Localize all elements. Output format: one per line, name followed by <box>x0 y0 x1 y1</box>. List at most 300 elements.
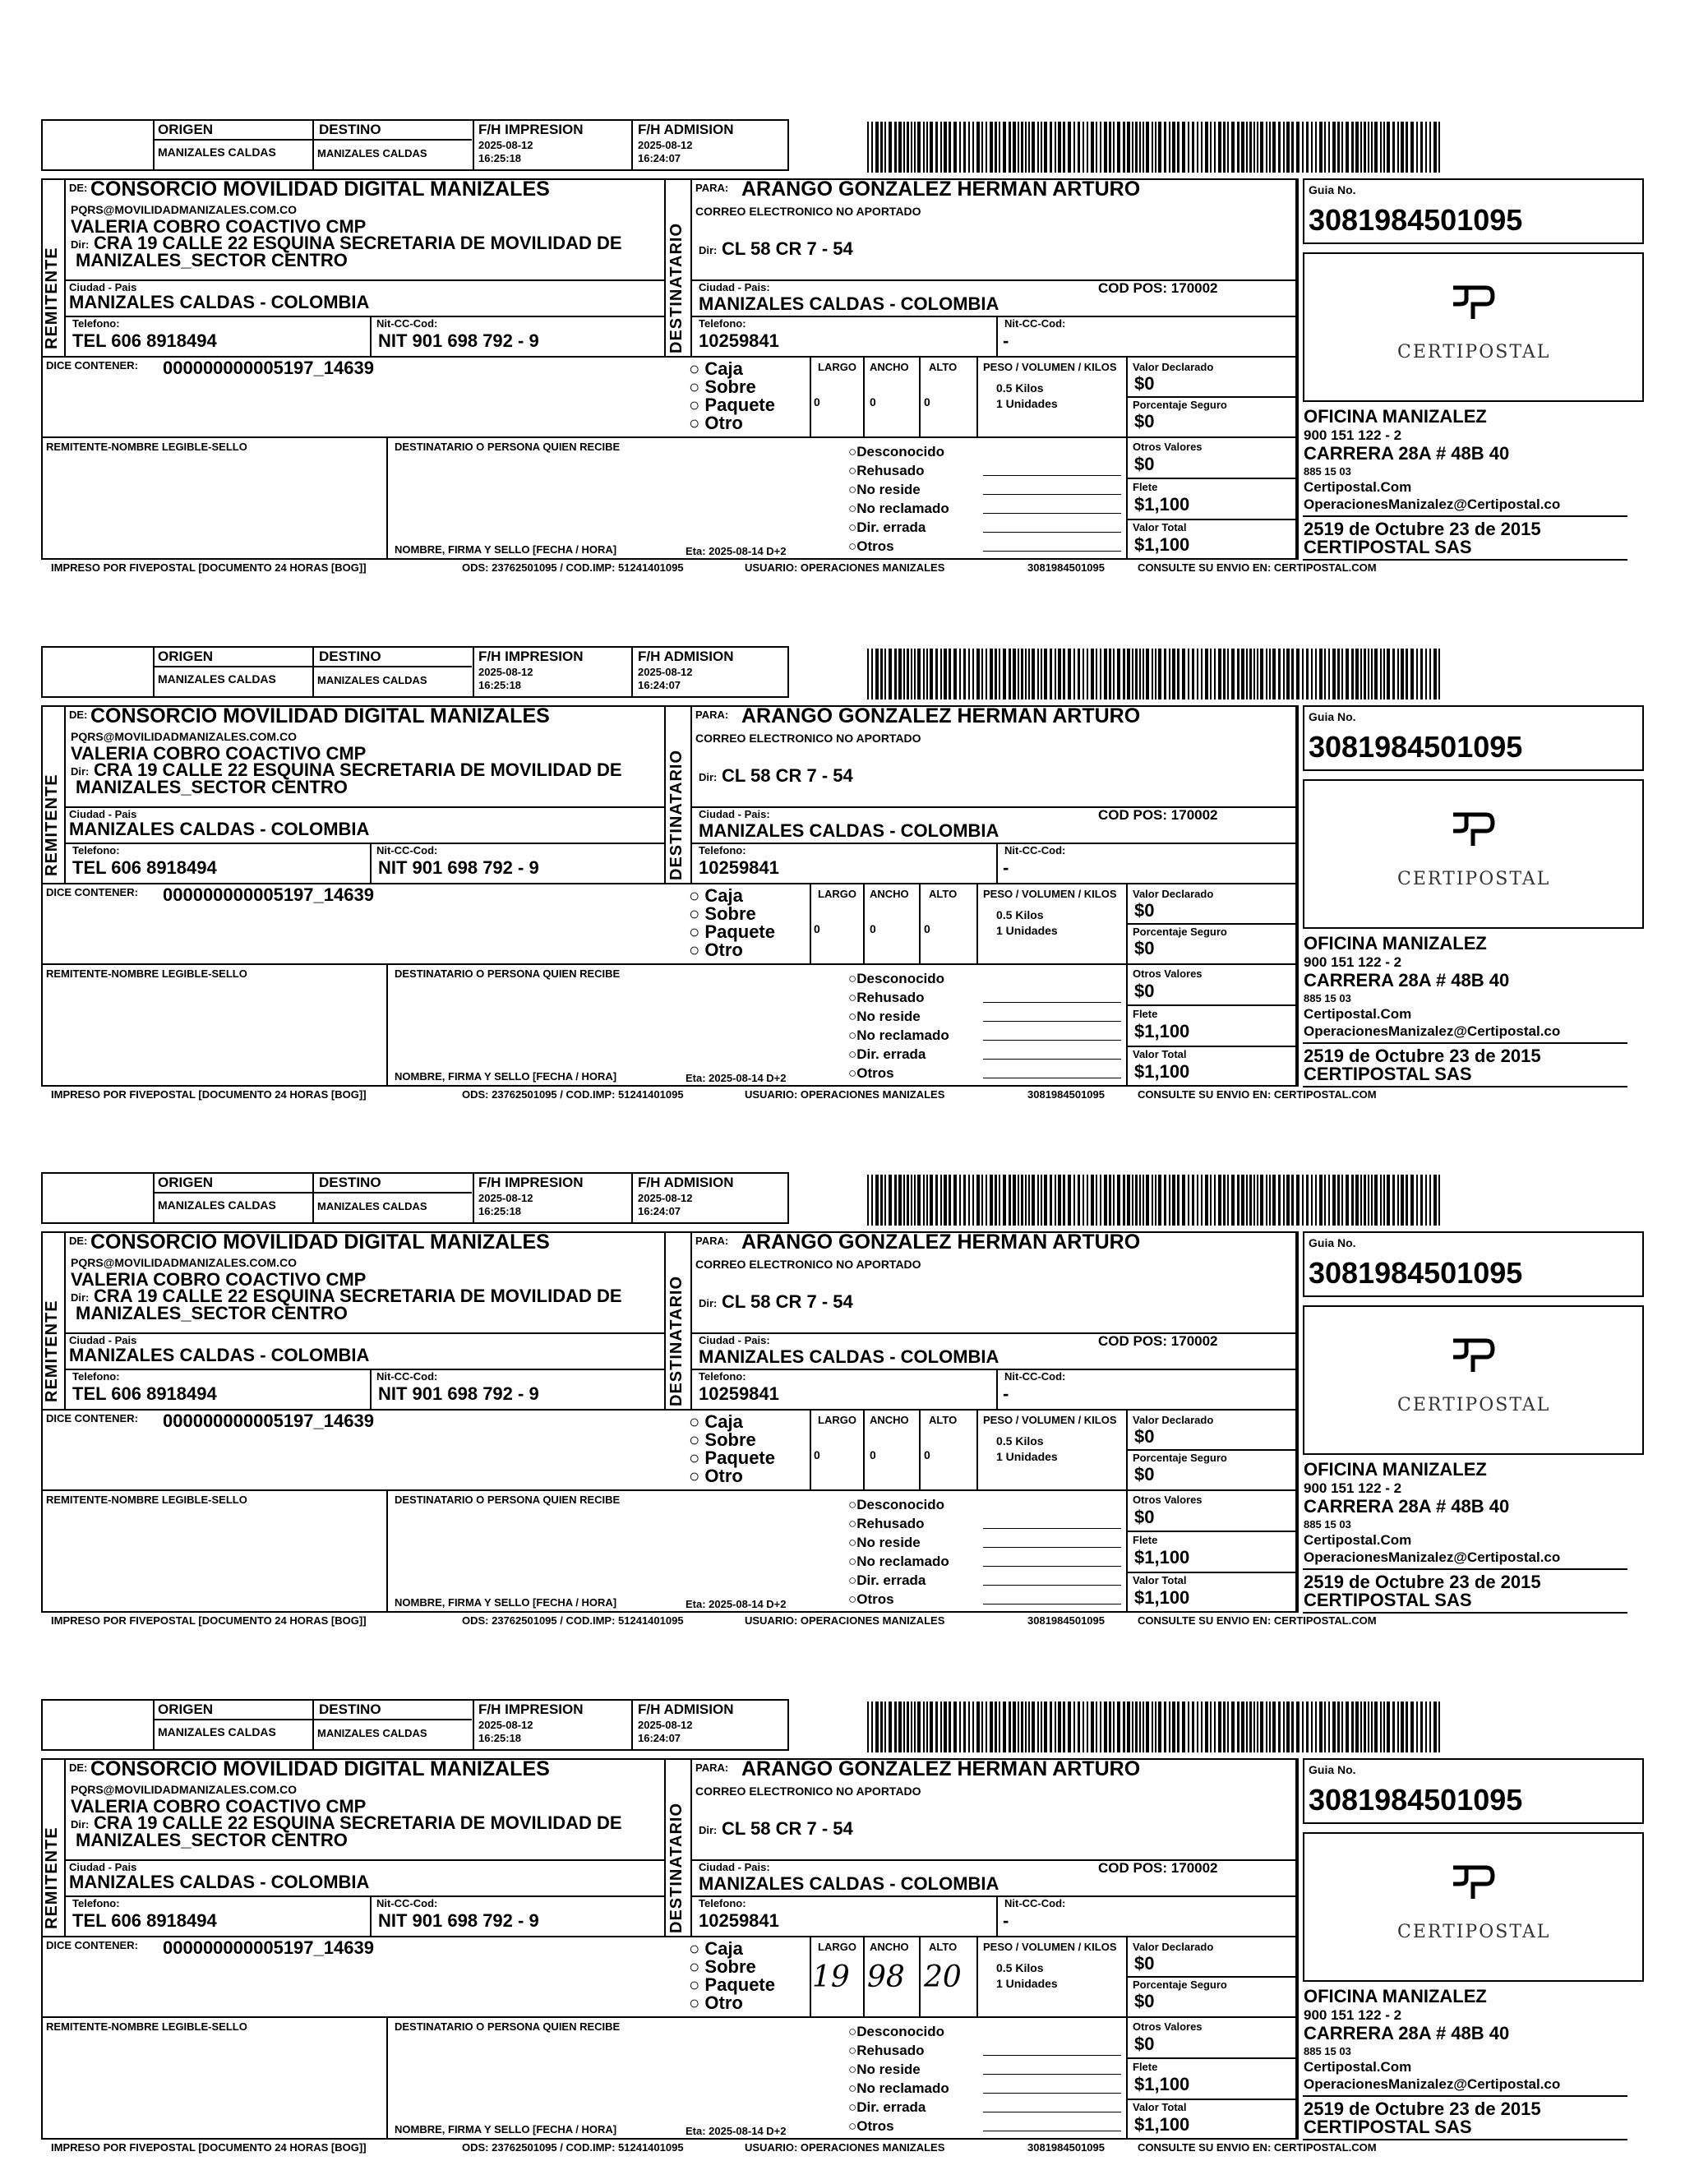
barcode-bar <box>1158 649 1161 700</box>
barcode-bar <box>1231 1175 1235 1226</box>
barcode-bar <box>995 1175 997 1226</box>
barcode-bar <box>1341 1175 1343 1226</box>
barcode-bar <box>1117 1701 1120 1752</box>
barcode-bar <box>1438 122 1440 173</box>
recipient-section-label: DESTINATARIO <box>667 222 686 353</box>
barcode-bar <box>898 1175 902 1226</box>
nit-label: Nit-CC-Cod: <box>376 844 438 857</box>
barcode-bar <box>949 122 951 173</box>
certipostal-logo-text: CERTIPOSTAL <box>1397 869 1551 889</box>
sender-email: PQRS@MOVILIDADMANIZALES.COM.CO <box>71 203 297 216</box>
other-values: $0 <box>1134 454 1155 474</box>
footer-printed-by: IMPRESO POR FIVEPOSTAL [DOCUMENTO 24 HORAS [BOG]] <box>51 1614 367 1627</box>
dir-label: Dir: <box>699 1824 718 1836</box>
destino-label: DESTINO <box>319 649 381 664</box>
barcode-bar <box>1091 1175 1094 1226</box>
barcode-bar <box>1306 122 1309 173</box>
barcode-bar <box>1337 649 1340 700</box>
barcode-bar <box>1182 1701 1185 1752</box>
barcode-bar <box>1172 1701 1175 1752</box>
barcode-bar <box>1058 649 1061 700</box>
declared-value-label: Valor Declarado <box>1133 1414 1214 1426</box>
recipient-signature-label: DESTINATARIO O PERSONA QUIEN RECIBE <box>395 967 621 980</box>
footer-ods: ODS: 23762501095 / COD.IMP: 51241401095 <box>462 561 684 574</box>
barcode-bar <box>1438 1701 1440 1752</box>
nit-label: Nit-CC-Cod: <box>376 317 438 330</box>
barcode-bar <box>1401 1701 1404 1752</box>
office-nit: 900 151 122 - 2 <box>1304 427 1402 443</box>
fh-admision-time: 16:24:07 <box>638 152 681 164</box>
barcode-bar <box>1117 122 1120 173</box>
barcode-bar <box>1058 122 1061 173</box>
barcode-bar <box>1286 1701 1290 1752</box>
fh-impresion-label: F/H IMPRESION <box>478 1175 584 1190</box>
footer-consulte: CONSULTE SU ENVIO EN: CERTIPOSTAL.COM <box>1138 2141 1377 2154</box>
alto-value: 0 <box>924 1448 930 1461</box>
barcode-bar <box>907 649 909 700</box>
fh-impresion-date: 2025-08-12 <box>478 1719 533 1731</box>
reason-no-reside: ○No reside <box>848 1009 921 1024</box>
barcode-bar <box>880 1701 883 1752</box>
fh-admision-label: F/H ADMISION <box>638 649 734 664</box>
barcode-bar <box>935 1701 938 1752</box>
guia-number: 3081984501095 <box>1309 203 1523 237</box>
sender-address-line1: CRA 19 CALLE 22 ESQUINA SECRETARIA DE MOVILIDAD DE <box>94 233 622 253</box>
barcode-bar <box>1438 649 1440 700</box>
office-company: CERTIPOSTAL SAS <box>1304 1590 1472 1610</box>
logo-box <box>1303 1832 1644 1982</box>
barcode-bar <box>1246 1701 1248 1752</box>
barcode-bar <box>995 1701 997 1752</box>
barcode-bar <box>1087 122 1088 173</box>
sender-signature-label: REMITENTE-NOMBRE LEGIBLE-SELLO <box>46 441 247 453</box>
barcode-bar <box>1063 649 1065 700</box>
reason-no-reside: ○No reside <box>848 2062 921 2077</box>
barcode-bar <box>1127 1175 1130 1226</box>
barcode-bar <box>1139 1175 1141 1226</box>
barcode-bar <box>1429 122 1431 173</box>
ancho-label: ANCHO <box>870 888 909 900</box>
destino-label: DESTINO <box>319 122 381 137</box>
barcode-bar <box>1135 649 1138 700</box>
barcode-bar <box>1380 122 1382 173</box>
barcode-bar <box>917 649 921 700</box>
barcode-bar <box>930 1175 933 1226</box>
sender-section-label: REMITENTE <box>43 773 61 876</box>
barcode-bar <box>903 1701 905 1752</box>
barcode-bar <box>981 1175 983 1226</box>
barcode-bar <box>972 1701 974 1752</box>
barcode-bar <box>1021 122 1023 173</box>
city-label: Ciudad - Pais: <box>699 808 770 820</box>
barcode-bar <box>1364 1701 1366 1752</box>
weight: 0.5 Kilos <box>996 381 1044 395</box>
reason-otros: ○Otros <box>848 2118 894 2134</box>
barcode-bar <box>1433 649 1437 700</box>
insurance-label: Porcentaje Seguro <box>1133 1979 1227 1991</box>
other-values: $0 <box>1134 2034 1155 2054</box>
barcode-bar <box>898 649 902 700</box>
barcode-bar <box>1364 649 1366 700</box>
barcode-bar <box>1368 649 1369 700</box>
barcode-bar <box>1332 1701 1336 1752</box>
barcode-bar <box>1139 649 1141 700</box>
barcode-bar <box>907 122 909 173</box>
office-phone: 885 15 03 <box>1304 992 1351 1004</box>
fh-admision-label: F/H ADMISION <box>638 122 734 137</box>
total-label: Valor Total <box>1133 521 1187 533</box>
other-values-label: Otros Valores <box>1133 1494 1203 1506</box>
barcode-bar <box>990 1701 993 1752</box>
peso-label: PESO / VOLUMEN / KILOS <box>983 888 1117 900</box>
sender-nit: NIT 901 698 792 - 9 <box>378 1910 539 1931</box>
package-type-sobre: ○ Sobre <box>689 376 756 397</box>
barcode-bar <box>1374 1175 1378 1226</box>
barcode-bar <box>1172 1175 1175 1226</box>
weight: 0.5 Kilos <box>996 1434 1044 1448</box>
barcode-bar <box>1429 1175 1431 1226</box>
contents-label: DICE CONTENER: <box>46 1939 138 1951</box>
certipostal-logo-icon <box>1448 1859 1496 1905</box>
barcode-bar <box>1083 122 1084 173</box>
barcode-bar <box>1201 649 1203 700</box>
freight-value: $1,100 <box>1134 1021 1190 1041</box>
barcode-bar <box>1311 1701 1313 1752</box>
barcode-bar <box>1328 649 1330 700</box>
office-resolution: 2519 de Octubre 23 de 2015 <box>1304 1572 1541 1592</box>
barcode-bar <box>1218 1701 1221 1752</box>
barcode-bar <box>976 122 980 173</box>
phone-label: Telefono: <box>72 844 120 857</box>
city-label: Ciudad - Pais: <box>699 281 770 293</box>
barcode-bar <box>1257 1701 1258 1752</box>
barcode-bar <box>1205 122 1208 173</box>
barcode-bar <box>1392 1175 1395 1226</box>
barcode-bar <box>935 122 938 173</box>
package-type-caja: ○ Caja <box>689 885 743 906</box>
barcode-bar <box>1420 122 1423 173</box>
package-type-sobre: ○ Sobre <box>689 903 756 924</box>
barcode-bar <box>917 1175 921 1226</box>
barcode-bar <box>1249 649 1252 700</box>
signature-date-label: NOMBRE, FIRMA Y SELLO [FECHA / HORA] <box>395 543 617 556</box>
barcode-bar <box>935 649 938 700</box>
barcode-bar <box>1315 122 1317 173</box>
barcode-bar <box>1332 122 1336 173</box>
eta: Eta: 2025-08-14 D+2 <box>686 2125 787 2137</box>
barcode-bar <box>1272 122 1276 173</box>
barcode-bar <box>1286 122 1290 173</box>
barcode-bar <box>1410 1175 1414 1226</box>
other-values: $0 <box>1134 981 1155 1001</box>
barcode-bar <box>1269 122 1271 173</box>
barcode-bar <box>1018 122 1019 173</box>
barcode-bar <box>1109 122 1111 173</box>
barcode-bar <box>1063 1701 1065 1752</box>
declared-value-label: Valor Declarado <box>1133 361 1214 373</box>
handwritten-alto: 20 <box>924 1960 962 1994</box>
origen-label: ORIGEN <box>158 649 214 664</box>
sender-name: CONSORCIO MOVILIDAD DIGITAL MANIZALES <box>90 1757 550 1780</box>
barcode-bar <box>1123 649 1125 700</box>
ancho-value: 0 <box>870 395 876 409</box>
barcode-bar <box>1013 1175 1016 1226</box>
barcode-bar <box>1231 649 1235 700</box>
package-type-caja: ○ Caja <box>689 358 743 379</box>
insurance-value: $0 <box>1134 1464 1155 1484</box>
reason-no-reside: ○No reside <box>848 1535 921 1550</box>
barcode-bar <box>1368 1701 1369 1752</box>
barcode-bar <box>1374 122 1378 173</box>
barcode-bar <box>1241 122 1244 173</box>
barcode-bar <box>930 122 933 173</box>
barcode-bar <box>990 1175 993 1226</box>
sender-name: CONSORCIO MOVILIDAD DIGITAL MANIZALES <box>90 704 550 727</box>
reason-otros: ○Otros <box>848 1591 894 1607</box>
city-label: Ciudad - Pais: <box>699 1861 770 1873</box>
recipient-address: CL 58 CR 7 - 54 <box>722 238 853 259</box>
recipient-phone: 10259841 <box>699 330 779 351</box>
barcode-bar <box>1223 1701 1226 1752</box>
total-label: Valor Total <box>1133 2101 1187 2113</box>
barcode-bar <box>1397 1701 1399 1752</box>
barcode-bar <box>1146 649 1149 700</box>
barcode-bar <box>1371 649 1373 700</box>
barcode-bar <box>1328 122 1330 173</box>
barcode-bar <box>880 122 883 173</box>
barcode-bar <box>1346 1175 1349 1226</box>
total-label: Valor Total <box>1133 1574 1187 1586</box>
barcode-bar <box>1291 1175 1294 1226</box>
barcode-bar <box>1197 1175 1198 1226</box>
destino-label: DESTINO <box>319 1701 381 1717</box>
barcode-bar <box>1355 649 1359 700</box>
insurance-label: Porcentaje Seguro <box>1133 926 1227 938</box>
barcode-bar <box>1406 1701 1408 1752</box>
barcode-bar <box>1223 649 1226 700</box>
barcode-bar <box>1041 649 1042 700</box>
recipient-email-note: CORREO ELECTRONICO NO APORTADO <box>695 732 921 745</box>
barcode-bar <box>923 122 925 173</box>
alto-label: ALTO <box>929 361 958 373</box>
sender-attention: VALERIA COBRO COACTIVO CMP <box>71 1796 367 1817</box>
barcode-bar <box>1368 122 1369 173</box>
barcode-bar <box>871 649 873 700</box>
office-email: OperacionesManizalez@Certipostal.co <box>1304 1549 1561 1565</box>
recipient-city: MANIZALES CALDAS - COLOMBIA <box>699 1873 999 1894</box>
barcode-bar <box>1302 649 1304 700</box>
barcode-bar <box>1091 649 1094 700</box>
barcode-bar <box>1063 122 1065 173</box>
barcode-bar <box>1096 649 1097 700</box>
barcode-bar <box>1041 122 1042 173</box>
barcode-bar <box>1113 1175 1115 1226</box>
barcode-bar <box>1392 1701 1395 1752</box>
fh-impresion-date: 2025-08-12 <box>478 666 533 678</box>
barcode-bar <box>1113 1701 1115 1752</box>
barcode-bar <box>1152 122 1153 173</box>
recipient-name: ARANGO GONZALEZ HERMAN ARTURO <box>741 704 1141 727</box>
barcode-bar <box>1296 1701 1300 1752</box>
barcode-bar <box>875 1175 879 1226</box>
sender-phone: TEL 606 8918494 <box>72 857 217 878</box>
barcode-bar <box>1380 649 1382 700</box>
barcode-bar <box>1032 1701 1035 1752</box>
alto-value: 0 <box>924 395 930 409</box>
barcode-bar <box>1044 1175 1047 1226</box>
sender-address-line2: MANIZALES_SECTOR CENTRO <box>76 250 348 270</box>
origen-value: MANIZALES CALDAS <box>158 1725 276 1738</box>
barcode-bar <box>1210 122 1212 173</box>
peso-label: PESO / VOLUMEN / KILOS <box>983 361 1117 373</box>
recipient-phone: 10259841 <box>699 1910 779 1931</box>
package-type-paquete: ○ Paquete <box>689 921 775 942</box>
barcode-bar <box>1241 1701 1244 1752</box>
fh-admision-time: 16:24:07 <box>638 679 681 691</box>
office-name: OFICINA MANIZALEZ <box>1304 933 1487 953</box>
barcode-bar <box>959 649 961 700</box>
barcode-bar <box>1050 1701 1052 1752</box>
ancho-label: ANCHO <box>870 1941 909 1953</box>
freight-value: $1,100 <box>1134 494 1190 515</box>
footer-printed-by: IMPRESO POR FIVEPOSTAL [DOCUMENTO 24 HORAS [BOG]] <box>51 2141 367 2154</box>
barcode-bar <box>867 1701 869 1752</box>
barcode-bar <box>1337 122 1340 173</box>
barcode-bar <box>999 649 1000 700</box>
barcode-bar <box>1172 122 1175 173</box>
reason-dir-errada: ○Dir. errada <box>848 2099 926 2115</box>
barcode-bar <box>1013 122 1016 173</box>
barcode-bar <box>1319 1701 1323 1752</box>
insurance-value: $0 <box>1134 411 1155 432</box>
barcode-bar <box>1055 1701 1056 1752</box>
fh-impresion-date: 2025-08-12 <box>478 139 533 151</box>
barcode-bar <box>1068 649 1071 700</box>
recipient-section-label: DESTINATARIO <box>667 1802 686 1933</box>
dir-label: Dir: <box>71 238 90 251</box>
barcode-bar <box>1152 649 1153 700</box>
barcode-bar <box>1050 649 1052 700</box>
para-label: PARA: <box>695 1235 729 1247</box>
sender-nit: NIT 901 698 792 - 9 <box>378 330 539 351</box>
barcode-bar <box>1205 1175 1208 1226</box>
phone-label: Telefono: <box>699 1897 746 1909</box>
barcode-bar <box>972 122 974 173</box>
fh-impresion-label: F/H IMPRESION <box>478 1701 584 1717</box>
barcode-bar <box>1177 649 1180 700</box>
package-type-otro: ○ Otro <box>689 1992 743 2013</box>
barcode-bar <box>1143 649 1144 700</box>
shipping-guide-1 <box>0 0 1685 574</box>
barcode-bar <box>926 1175 928 1226</box>
barcode-bar <box>1104 122 1107 173</box>
barcode-bar <box>914 122 916 173</box>
barcode-bar <box>1032 122 1035 173</box>
barcode-bar <box>884 1175 886 1226</box>
barcode-bar <box>1041 1701 1042 1752</box>
barcode-bar <box>1420 649 1423 700</box>
logo-box <box>1303 1305 1644 1455</box>
certipostal-logo-icon <box>1448 1332 1496 1378</box>
barcode-bar <box>1201 122 1203 173</box>
recipient-address: CL 58 CR 7 - 54 <box>722 1818 853 1839</box>
barcode-bar <box>1302 122 1304 173</box>
barcode-bar <box>1351 122 1354 173</box>
barcode-bar <box>1009 122 1011 173</box>
barcode-bar <box>1410 122 1414 173</box>
fh-admision-time: 16:24:07 <box>638 1205 681 1217</box>
declared-value: $0 <box>1134 1953 1155 1974</box>
office-nit: 900 151 122 - 2 <box>1304 954 1402 970</box>
fh-impresion-time: 16:25:18 <box>478 152 522 164</box>
barcode-bar <box>926 649 928 700</box>
barcode-bar <box>1416 649 1418 700</box>
barcode-bar <box>898 122 902 173</box>
barcode-bar <box>1083 1175 1084 1226</box>
barcode-bar <box>1371 1701 1373 1752</box>
recipient-nit: - <box>1003 857 1009 878</box>
barcode-bar <box>1018 649 1019 700</box>
barcode-bar <box>926 122 928 173</box>
guia-number: 3081984501095 <box>1309 730 1523 764</box>
barcode-bar <box>898 1701 902 1752</box>
barcode-bar <box>1410 1701 1414 1752</box>
guia-number: 3081984501095 <box>1309 1256 1523 1290</box>
barcode-bar <box>1188 649 1189 700</box>
barcode-bar <box>1100 1701 1101 1752</box>
sender-address-line2: MANIZALES_SECTOR CENTRO <box>76 777 348 797</box>
package-type-sobre: ○ Sobre <box>689 1429 756 1450</box>
declared-value: $0 <box>1134 900 1155 921</box>
barcode-bar <box>986 122 987 173</box>
freight-value: $1,100 <box>1134 1547 1190 1568</box>
barcode-bar <box>1009 1701 1011 1752</box>
barcode-bar <box>1037 1701 1039 1752</box>
handwritten-ancho: 98 <box>867 1960 905 1994</box>
recipient-email-note: CORREO ELECTRONICO NO APORTADO <box>695 205 921 218</box>
barcode-bar <box>1360 122 1362 173</box>
destino-value: MANIZALES CALDAS <box>317 1727 427 1739</box>
barcode-bar <box>867 122 869 173</box>
barcode-bar <box>1214 122 1216 173</box>
barcode-bar <box>1013 649 1016 700</box>
footer-consulte: CONSULTE SU ENVIO EN: CERTIPOSTAL.COM <box>1138 1614 1377 1627</box>
sender-section-label: REMITENTE <box>43 247 61 349</box>
barcode-bar <box>953 649 957 700</box>
barcode-bar <box>1021 1701 1023 1752</box>
fh-impresion-date: 2025-08-12 <box>478 1192 533 1204</box>
barcode-bar <box>884 1701 886 1752</box>
barcode-bar <box>1117 1175 1120 1226</box>
reason-otros: ○Otros <box>848 1065 894 1081</box>
barcode-bar <box>1158 122 1161 173</box>
office-nit: 900 151 122 - 2 <box>1304 2007 1402 2023</box>
barcode-bar <box>1438 1175 1440 1226</box>
reason-rehusado: ○Rehusado <box>848 990 925 1005</box>
barcode-bar <box>1410 649 1414 700</box>
barcode-bar <box>1337 1701 1340 1752</box>
barcode-bar <box>1278 1701 1281 1752</box>
barcode-bar <box>1319 1175 1323 1226</box>
barcode-bar <box>1152 1701 1153 1752</box>
barcode-bar <box>990 649 993 700</box>
barcode-bar <box>1021 1175 1023 1226</box>
contents-label: DICE CONTENER: <box>46 359 138 372</box>
barcode-bar <box>1096 1175 1097 1226</box>
barcode-bar <box>1296 1175 1300 1226</box>
barcode-bar <box>1286 649 1290 700</box>
barcode-bar <box>1392 649 1395 700</box>
